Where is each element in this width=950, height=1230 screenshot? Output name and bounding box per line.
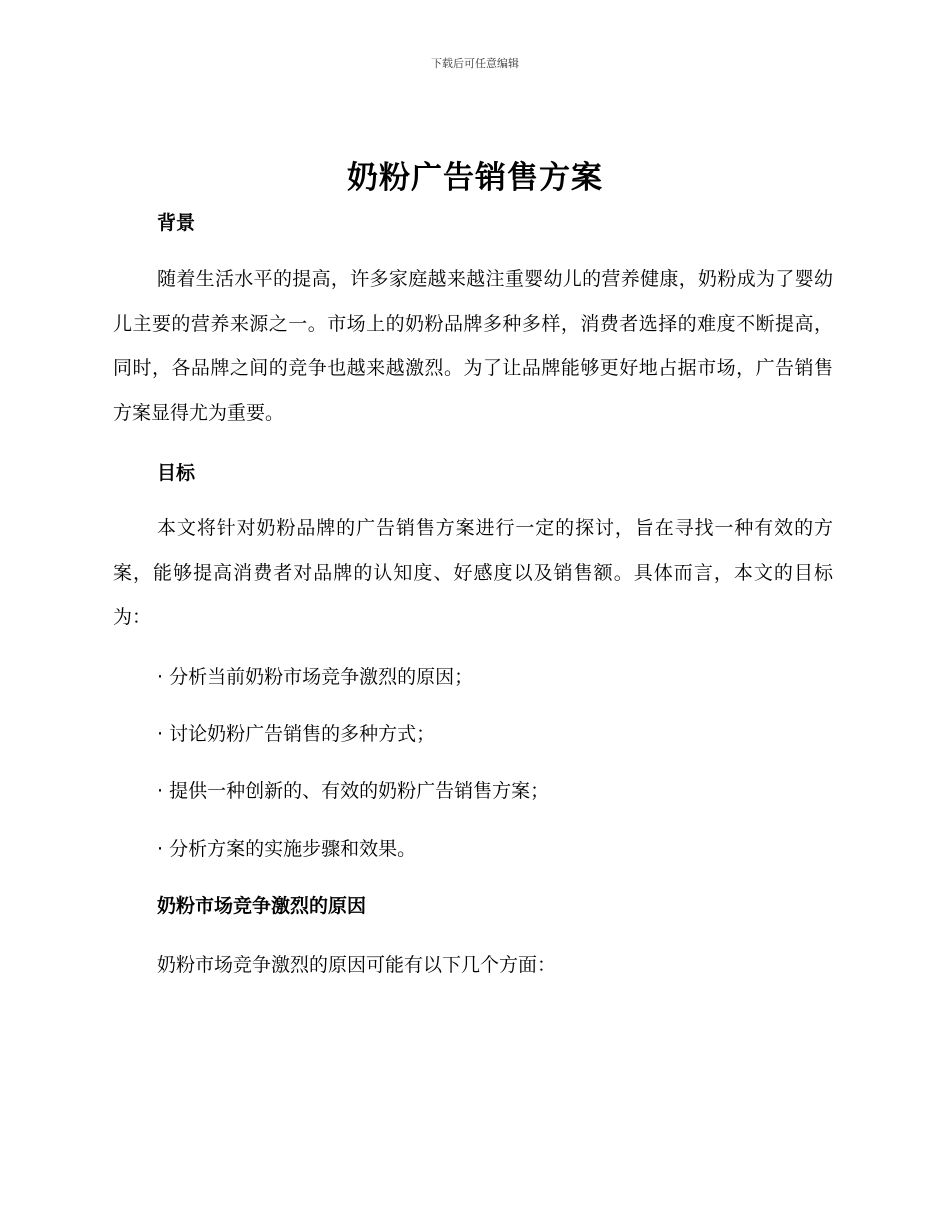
goal-bullet-item: · 讨论奶粉广告销售的多种方式；	[157, 723, 436, 745]
goal-bullet-item: · 分析方案的实施步骤和效果。	[157, 838, 417, 860]
heading-background: 背景	[157, 212, 196, 234]
paragraph-competition-intro: 奶粉市场竞争激烈的原因可能有以下几个方面：	[157, 954, 557, 976]
goal-bullet-item: · 提供一种创新的、有效的奶粉广告销售方案；	[157, 780, 550, 802]
paragraph-goal: 本文将针对奶粉品牌的广告销售方案进行一定的探讨，旨在寻找一种有效的方案，能够提高消费者对品牌的认知度、好感度以及销售额。具体而言，本文的目标为：	[113, 517, 833, 629]
goal-bullet-item: · 分析当前奶粉市场竞争激烈的原因；	[157, 666, 474, 688]
header-note: 下载后可任意编辑	[431, 57, 519, 70]
paragraph-background: 随着生活水平的提高，许多家庭越来越注重婴幼儿的营养健康，奶粉成为了婴幼儿主要的营养来源之一。市场上的奶粉品牌多种多样，消费者选择的难度不断提高，同时，各品牌之间的竞争也越来越激烈。为了让品牌能够更好地占据市场，广告销售方案显得尤为重要。	[113, 268, 833, 424]
document-title: 奶粉广告销售方案	[347, 160, 603, 196]
heading-goal: 目标	[157, 462, 196, 484]
heading-competition: 奶粉市场竞争激烈的原因	[157, 895, 367, 917]
